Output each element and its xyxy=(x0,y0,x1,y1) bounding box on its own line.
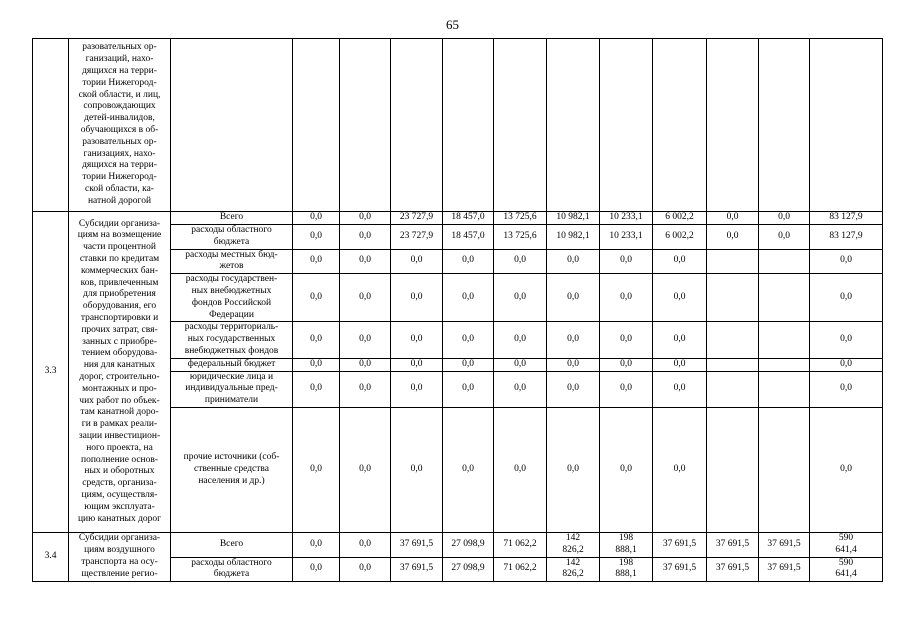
value-cell: 0,0 xyxy=(340,358,391,371)
empty-cell xyxy=(494,39,547,212)
value-cell: 71 062,2 xyxy=(494,557,547,582)
value-cell: 10 982,1 xyxy=(547,212,600,225)
value-cell: 0,0 xyxy=(293,212,340,225)
value-cell: 18 457,0 xyxy=(443,212,494,225)
value-cell: 0,0 xyxy=(547,407,600,532)
value-cell: 0,0 xyxy=(391,358,443,371)
value-cell: 0,0 xyxy=(810,371,883,407)
continuation-row xyxy=(33,39,883,212)
value-cell: 0,0 xyxy=(653,407,707,532)
value-cell: 0,0 xyxy=(391,371,443,407)
funding-source: расходы областного бюджета xyxy=(171,225,293,250)
value-cell: 10 233,1 xyxy=(600,212,653,225)
value-cell: 0,0 xyxy=(653,274,707,322)
row-description: разовательных ор- ганизаций, нахо- дящихся на терри- тории Нижегород- ской области, и лиц, сопровождающих детей-инвалидов, обучающихся в об- разовательных ор- ганизациях, нахо- дящихся на терри- тории Нижегород- ской области, ка- натной дорогой xyxy=(69,39,171,212)
value-cell xyxy=(759,358,810,371)
funding-source: расходы территориаль- ных государственных внебюджетных фондов xyxy=(171,322,293,358)
value-cell: 0,0 xyxy=(759,212,810,225)
value-cell: 0,0 xyxy=(653,371,707,407)
value-cell: 0,0 xyxy=(653,322,707,358)
value-cell xyxy=(707,249,759,274)
budget-table xyxy=(32,38,883,582)
value-cell xyxy=(759,249,810,274)
value-cell: 0,0 xyxy=(494,358,547,371)
empty-cell xyxy=(391,39,443,212)
empty-cell xyxy=(759,39,810,212)
table-row xyxy=(33,212,883,225)
value-cell: 0,0 xyxy=(340,249,391,274)
page-number: 65 xyxy=(446,17,459,32)
empty-cell xyxy=(547,39,600,212)
value-cell: 6 002,2 xyxy=(653,225,707,250)
value-cell: 0,0 xyxy=(707,212,759,225)
value-cell: 0,0 xyxy=(340,225,391,250)
funding-source: Всего xyxy=(171,212,293,225)
funding-source: федеральный бюджет xyxy=(171,358,293,371)
empty-cell xyxy=(600,39,653,212)
value-cell: 37 691,5 xyxy=(759,532,810,557)
value-cell xyxy=(759,407,810,532)
value-cell: 0,0 xyxy=(340,371,391,407)
value-cell: 0,0 xyxy=(494,322,547,358)
value-cell: 37 691,5 xyxy=(391,532,443,557)
value-cell xyxy=(707,358,759,371)
value-cell: 0,0 xyxy=(494,274,547,322)
value-cell xyxy=(759,322,810,358)
value-cell: 13 725,6 xyxy=(494,225,547,250)
value-cell: 590 641,4 xyxy=(810,557,883,582)
value-cell: 0,0 xyxy=(547,322,600,358)
row-description: Субсидии организа- циям воздушного транспорта на осу- ществление регио- xyxy=(69,532,171,581)
value-cell: 18 457,0 xyxy=(443,225,494,250)
value-cell: 0,0 xyxy=(391,407,443,532)
value-cell: 0,0 xyxy=(494,371,547,407)
value-cell: 0,0 xyxy=(547,358,600,371)
value-cell: 37 691,5 xyxy=(653,532,707,557)
table-row xyxy=(33,532,883,557)
value-cell: 0,0 xyxy=(443,249,494,274)
value-cell: 198 888,1 xyxy=(600,532,653,557)
value-cell: 6 002,2 xyxy=(653,212,707,225)
value-cell: 0,0 xyxy=(653,358,707,371)
empty-cell xyxy=(810,39,883,212)
value-cell: 83 127,9 xyxy=(810,225,883,250)
value-cell: 0,0 xyxy=(340,532,391,557)
value-cell: 0,0 xyxy=(443,407,494,532)
empty-cell xyxy=(443,39,494,212)
value-cell: 0,0 xyxy=(443,322,494,358)
empty-cell xyxy=(653,39,707,212)
value-cell: 0,0 xyxy=(293,249,340,274)
empty-cell xyxy=(171,39,293,212)
value-cell xyxy=(759,371,810,407)
value-cell: 0,0 xyxy=(810,249,883,274)
value-cell: 0,0 xyxy=(494,249,547,274)
table-body xyxy=(33,39,883,582)
value-cell: 13 725,6 xyxy=(494,212,547,225)
value-cell: 0,0 xyxy=(293,557,340,582)
value-cell: 0,0 xyxy=(340,212,391,225)
value-cell: 0,0 xyxy=(759,225,810,250)
value-cell: 0,0 xyxy=(340,322,391,358)
value-cell: 0,0 xyxy=(293,371,340,407)
funding-source: Всего xyxy=(171,532,293,557)
empty-cell xyxy=(293,39,340,212)
funding-source: расходы государствен- ных внебюджетных фондов Российской Федерации xyxy=(171,274,293,322)
funding-source: прочие источники (соб- ственные средства населения и др.) xyxy=(171,407,293,532)
row-index-cell xyxy=(33,39,69,212)
value-cell: 27 098,9 xyxy=(443,557,494,582)
value-cell: 0,0 xyxy=(293,358,340,371)
value-cell: 590 641,4 xyxy=(810,532,883,557)
row-description: Субсидии организа- циям на возмещение части процентной ставки по кредитам коммерческих бан- ков, привлеченным для приобретения оборудования, его транспортировки и прочих затрат, свя- занных с приобре- тением оборудова- ния для канатных дорог, строительно- монтажных и про- чих работ по объек- там канатной доро- ги в рамках реали- зации инвестицион- ного проекта, на пополнение основ- ных и оборотных средств, организа- циям, осуществля- ющим эксплуата- цию канатных дорог xyxy=(69,212,171,533)
empty-cell xyxy=(340,39,391,212)
value-cell: 0,0 xyxy=(810,322,883,358)
value-cell: 0,0 xyxy=(707,225,759,250)
value-cell: 0,0 xyxy=(443,371,494,407)
value-cell: 37 691,5 xyxy=(707,557,759,582)
value-cell xyxy=(707,371,759,407)
value-cell: 0,0 xyxy=(293,407,340,532)
value-cell: 0,0 xyxy=(600,249,653,274)
value-cell: 0,0 xyxy=(340,274,391,322)
value-cell: 0,0 xyxy=(810,358,883,371)
value-cell: 27 098,9 xyxy=(443,532,494,557)
funding-source: юридические лица и индивидуальные пред- приниматели xyxy=(171,371,293,407)
value-cell: 37 691,5 xyxy=(759,557,810,582)
value-cell: 0,0 xyxy=(391,322,443,358)
value-cell: 10 982,1 xyxy=(547,225,600,250)
value-cell: 23 727,9 xyxy=(391,212,443,225)
value-cell: 71 062,2 xyxy=(494,532,547,557)
value-cell: 0,0 xyxy=(340,557,391,582)
value-cell: 83 127,9 xyxy=(810,212,883,225)
value-cell: 0,0 xyxy=(810,407,883,532)
value-cell: 37 691,5 xyxy=(391,557,443,582)
value-cell: 0,0 xyxy=(547,249,600,274)
funding-source: расходы местных бюд- жетов xyxy=(171,249,293,274)
value-cell: 0,0 xyxy=(547,274,600,322)
value-cell: 198 888,1 xyxy=(600,557,653,582)
value-cell: 0,0 xyxy=(391,274,443,322)
value-cell: 0,0 xyxy=(293,532,340,557)
row-index: 3.3 xyxy=(33,212,69,533)
value-cell: 23 727,9 xyxy=(391,225,443,250)
value-cell: 0,0 xyxy=(653,249,707,274)
value-cell: 0,0 xyxy=(600,407,653,532)
value-cell: 0,0 xyxy=(443,274,494,322)
value-cell: 0,0 xyxy=(494,407,547,532)
value-cell: 0,0 xyxy=(293,225,340,250)
value-cell xyxy=(707,322,759,358)
value-cell: 10 233,1 xyxy=(600,225,653,250)
value-cell: 0,0 xyxy=(600,371,653,407)
value-cell: 0,0 xyxy=(293,274,340,322)
value-cell: 0,0 xyxy=(600,274,653,322)
value-cell: 142 826,2 xyxy=(547,557,600,582)
funding-source: расходы областного бюджета xyxy=(171,557,293,582)
value-cell: 0,0 xyxy=(391,249,443,274)
value-cell xyxy=(759,274,810,322)
value-cell: 37 691,5 xyxy=(707,532,759,557)
value-cell: 37 691,5 xyxy=(653,557,707,582)
value-cell: 0,0 xyxy=(340,407,391,532)
value-cell: 0,0 xyxy=(547,371,600,407)
value-cell xyxy=(707,274,759,322)
value-cell: 0,0 xyxy=(600,358,653,371)
row-index: 3.4 xyxy=(33,532,69,581)
empty-cell xyxy=(707,39,759,212)
value-cell: 142 826,2 xyxy=(547,532,600,557)
value-cell: 0,0 xyxy=(443,358,494,371)
value-cell: 0,0 xyxy=(293,322,340,358)
value-cell: 0,0 xyxy=(600,322,653,358)
value-cell: 0,0 xyxy=(810,274,883,322)
value-cell xyxy=(707,407,759,532)
